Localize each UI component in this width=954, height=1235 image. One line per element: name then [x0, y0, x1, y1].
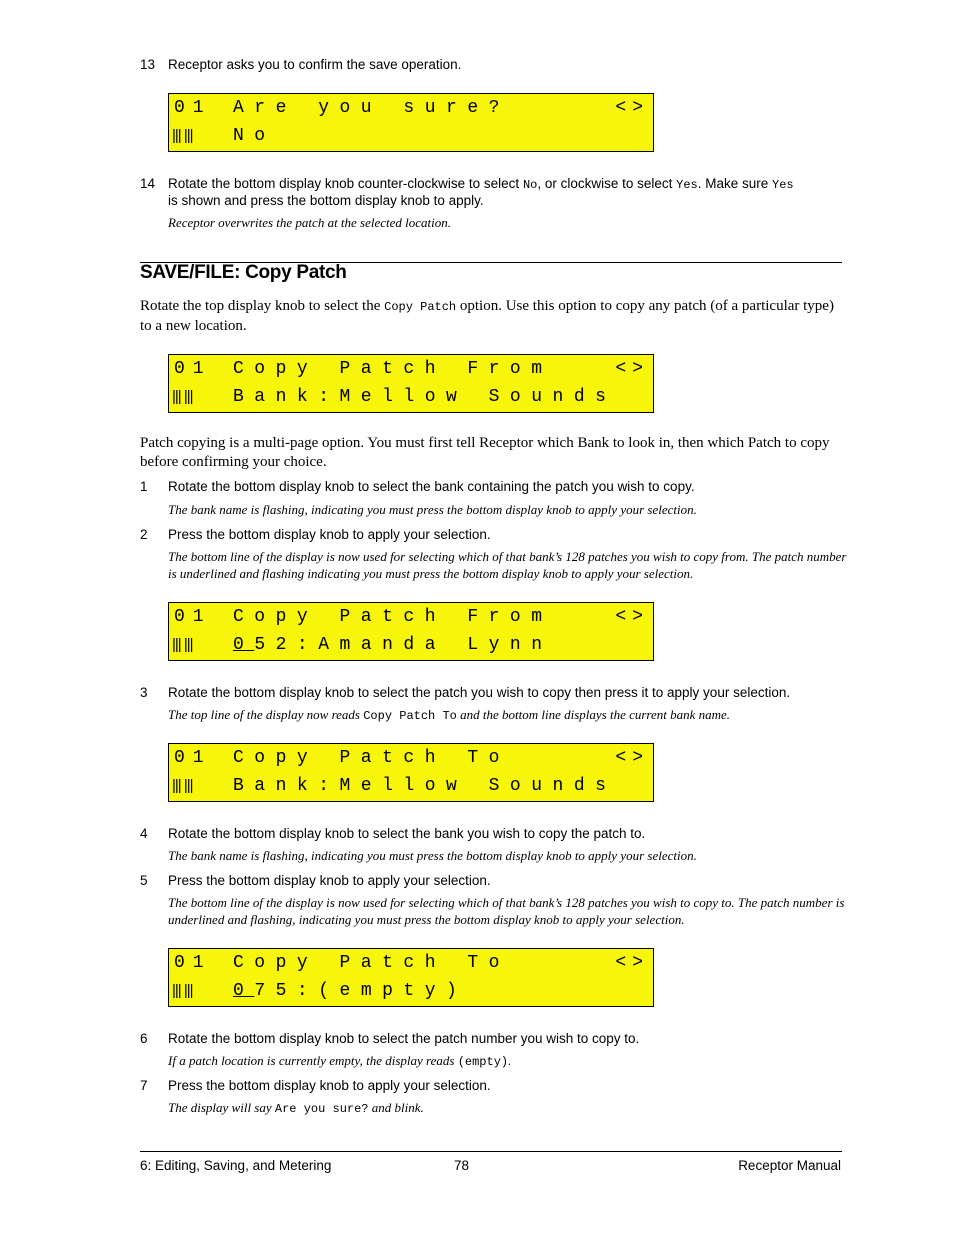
step-text: Press the bottom display knob to apply your selection.: [168, 1078, 491, 1093]
step-note: If a patch location is currently empty, the display reads (empty).: [168, 1053, 512, 1069]
footer-rule: [140, 1151, 842, 1152]
step-number: 7: [140, 1078, 148, 1093]
step-number: 5: [140, 873, 148, 888]
lcd-arrows: <>: [615, 748, 649, 768]
step-number: 6: [140, 1031, 148, 1046]
step-5: [140, 873, 840, 889]
step-14: [140, 176, 840, 209]
step-note: Receptor overwrites the patch at the selected location.: [168, 215, 452, 230]
lcd-line1-text: Copy Patch From: [233, 607, 553, 627]
inline-code: Yes: [772, 178, 794, 192]
lcd-patch-number: 01: [174, 359, 212, 379]
step-1: [140, 479, 840, 495]
inline-code: Are you sure?: [274, 1102, 369, 1116]
step-note: The bottom line of the display is now used for selecting which of that bank’s 128 patches you wish to copy to. The patch number is underlined and flashing, indicating you must press the bottom display knob to apply your selection.: [168, 895, 845, 927]
step-number: 4: [140, 826, 148, 841]
inline-code: Yes: [676, 178, 698, 192]
lcd-arrows: <>: [615, 98, 649, 118]
step-text: Rotate the bottom display knob counter-clockwise to select No, or clockwise to select Yes. Make sure Yes is shown and press the bottom display knob to apply.: [168, 176, 794, 208]
lcd-display-confirm: [168, 93, 654, 152]
step-number: 3: [140, 685, 148, 700]
section-title: SAVE/FILE: Copy Patch: [140, 262, 347, 283]
step-text: Rotate the bottom display knob to select the bank you wish to copy the patch to.: [168, 826, 646, 841]
lcd-display-copy-to-patch: [168, 948, 654, 1007]
lcd-patch-number: 01: [174, 748, 212, 768]
step-text: Press the bottom display knob to apply your selection.: [168, 527, 491, 542]
intro-paragraph: Rotate the top display knob to select the Copy Patch option. Use this option to copy any patch (of a particular type) to a new location.: [140, 298, 834, 334]
lcd-display-copy-to-bank: [168, 743, 654, 802]
paragraph: Patch copying is a multi-page option. You must first tell Receptor which Bank to look in, then which Patch to copy before confirming your choice.: [140, 435, 830, 470]
step-note: The bottom line of the display is now used for selecting which of that bank’s 128 patches you wish to copy from. The patch number is underlined and flashing indicating you must press the bottom display knob to apply your selection.: [168, 549, 847, 581]
step-text: Press the bottom display knob to apply your selection.: [168, 873, 491, 888]
lcd-line2-text: Bank:Mellow Sounds: [233, 387, 617, 407]
step-number: 13: [140, 57, 156, 72]
inline-code: No: [522, 178, 538, 192]
footer-chapter: 6: Editing, Saving, and Metering: [140, 1158, 332, 1173]
step-number: 2: [140, 527, 148, 542]
lcd-line1-text: Are you sure?: [233, 98, 510, 118]
lcd-line2-text: 052:Amanda Lynn: [233, 635, 553, 655]
lcd-level-bars-icon: ||| |||: [172, 388, 193, 405]
lcd-cursor-digit: 0: [233, 635, 255, 655]
lcd-patch-number: 01: [174, 953, 212, 973]
lcd-display-copy-from-bank: [168, 354, 654, 413]
lcd-line1-text: Copy Patch To: [233, 748, 510, 768]
step-text: Rotate the bottom display knob to select the patch you wish to copy then press it to apply your selection.: [168, 685, 791, 700]
inline-code: Copy Patch: [384, 300, 457, 314]
step-text: Receptor asks you to confirm the save operation.: [168, 57, 462, 72]
step-2: [140, 527, 840, 543]
step-4: [140, 826, 840, 842]
lcd-line2-text: No: [233, 126, 276, 146]
step-6: [140, 1031, 840, 1047]
lcd-line2-text: 075:(empty): [233, 981, 468, 1001]
step-note: The bank name is flashing, indicating you must press the bottom display knob to apply your selection.: [168, 502, 697, 517]
inline-code: (empty): [457, 1055, 509, 1069]
lcd-line1-text: Copy Patch To: [233, 953, 510, 973]
step-7: [140, 1078, 840, 1094]
step-note: The display will say Are you sure? and blink.: [168, 1100, 424, 1116]
footer-manual-title: Receptor Manual: [738, 1158, 841, 1173]
lcd-level-bars-icon: ||| |||: [172, 127, 193, 144]
step-number: 1: [140, 479, 148, 494]
step-note: The bank name is flashing, indicating you must press the bottom display knob to apply your selection.: [168, 848, 697, 863]
footer-page-number: 78: [454, 1158, 470, 1173]
lcd-level-bars-icon: ||| |||: [172, 982, 193, 999]
lcd-line2-text: Bank:Mellow Sounds: [233, 776, 617, 796]
lcd-patch-number: 01: [174, 607, 212, 627]
step-number: 14: [140, 176, 156, 191]
step-text: Rotate the bottom display knob to select the patch number you wish to copy to.: [168, 1031, 640, 1046]
step-13: [140, 57, 840, 73]
lcd-arrows: <>: [615, 953, 649, 973]
lcd-line1-text: Copy Patch From: [233, 359, 553, 379]
lcd-patch-number: 01: [174, 98, 212, 118]
inline-code: Copy Patch To: [363, 709, 457, 723]
lcd-level-bars-icon: ||| |||: [172, 777, 193, 794]
lcd-arrows: <>: [615, 607, 649, 627]
step-note: The top line of the display now reads Copy Patch To and the bottom line displays the current bank name.: [168, 707, 731, 723]
step-3: [140, 685, 840, 701]
lcd-arrows: <>: [615, 359, 649, 379]
step-text: Rotate the bottom display knob to select the bank containing the patch you wish to copy.: [168, 479, 695, 494]
lcd-level-bars-icon: ||| |||: [172, 636, 193, 653]
lcd-cursor-digit: 0: [233, 981, 255, 1001]
lcd-display-copy-from-patch: [168, 602, 654, 661]
